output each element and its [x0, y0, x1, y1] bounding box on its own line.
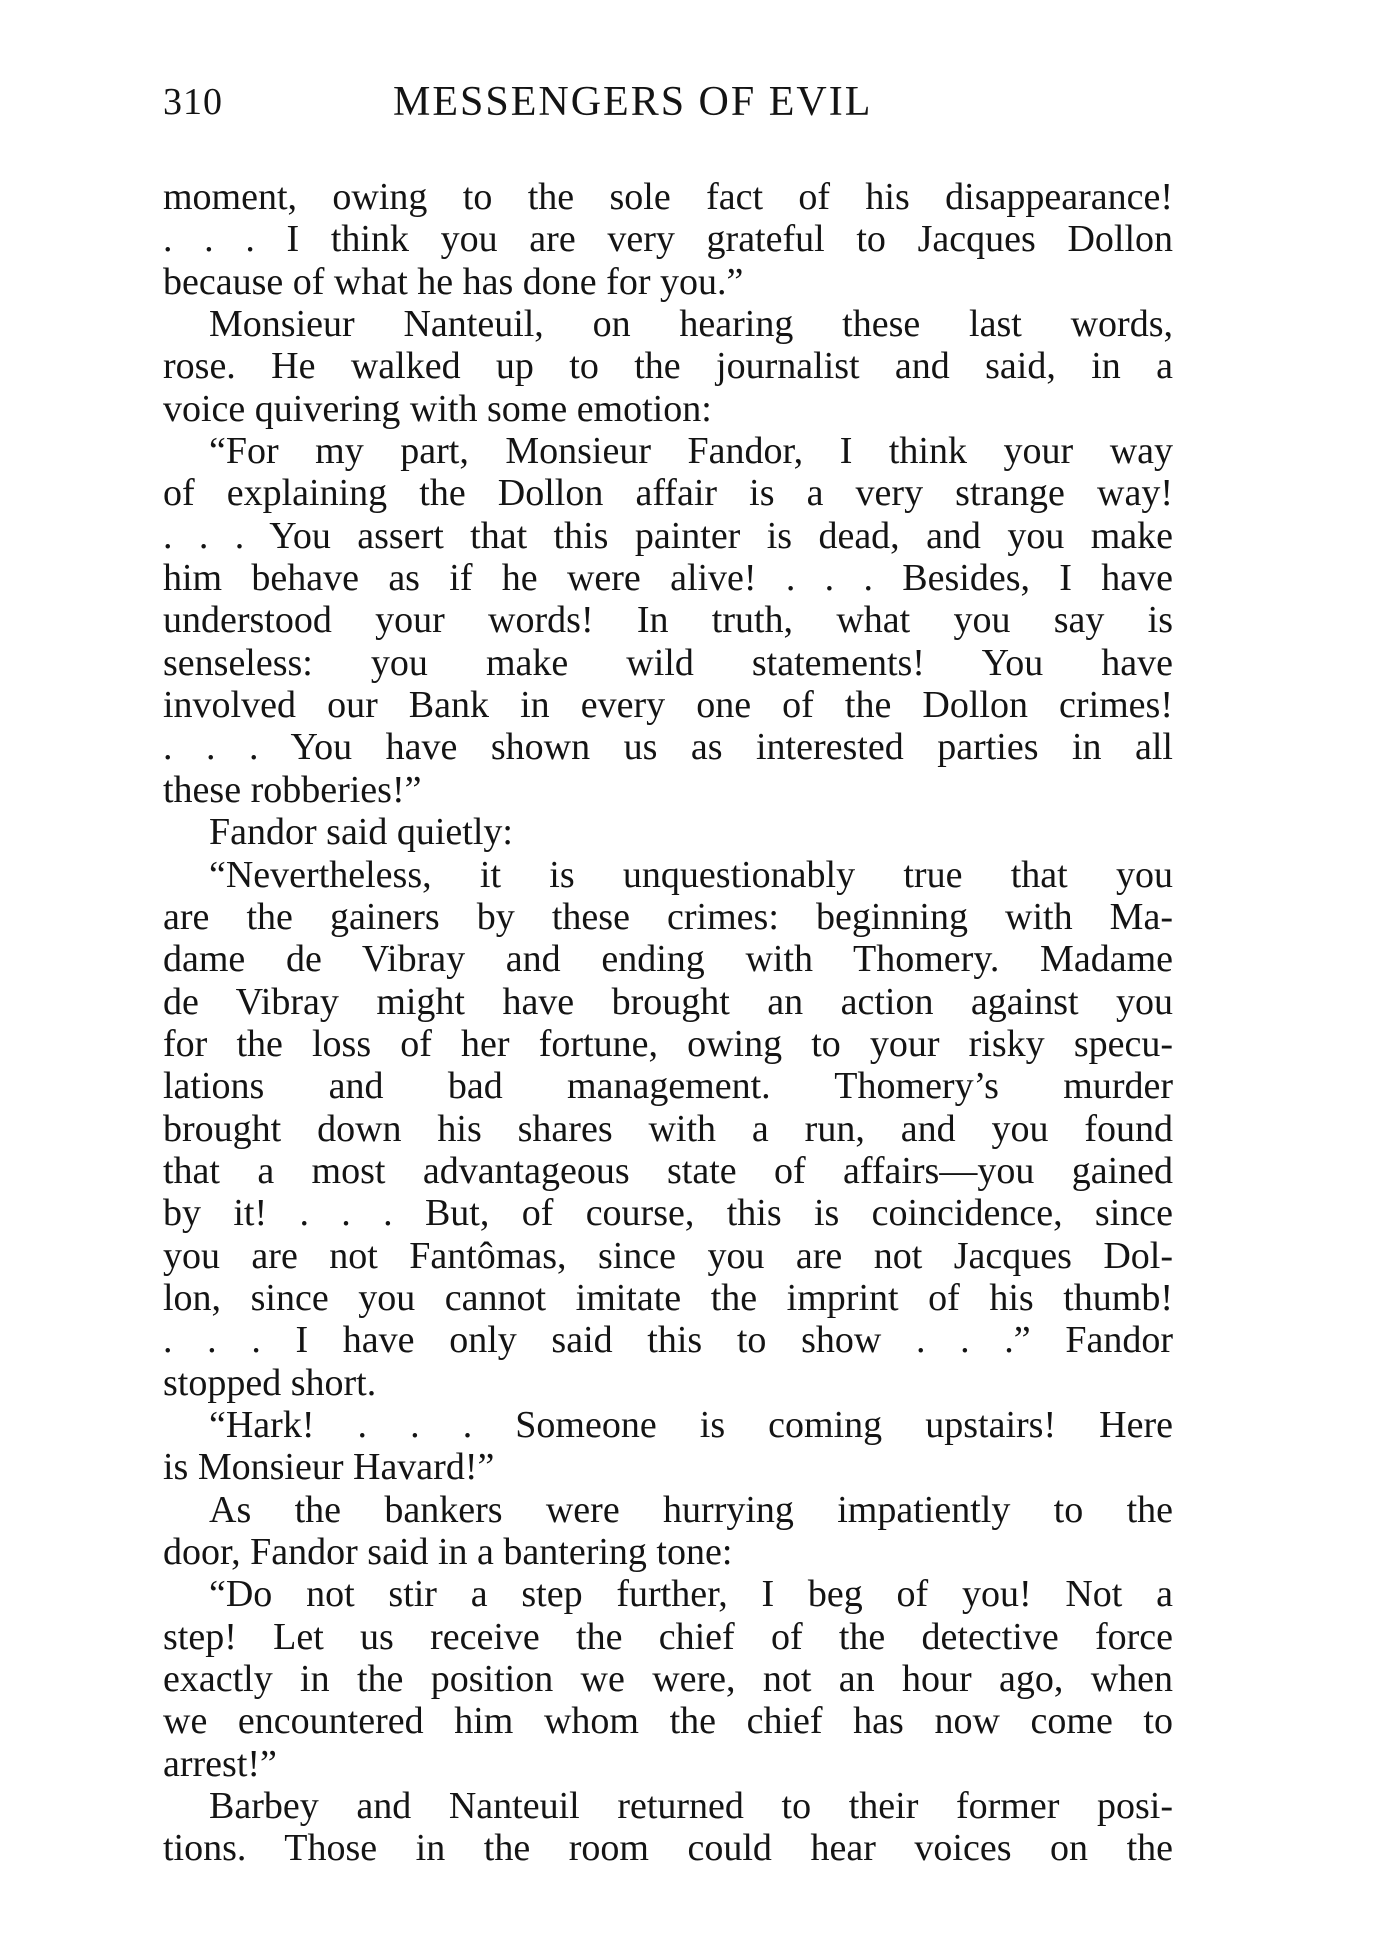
text-line: lon, since you cannot imitate the imprint of his thumb! [163, 1276, 1173, 1319]
text-line: “Hark! . . . Someone is coming upstairs! Here [209, 1403, 1173, 1446]
text-line: brought down his shares with a run, and you found [163, 1107, 1173, 1150]
text-line: moment, owing to the sole fact of his disappearance! [163, 176, 1173, 218]
body-text [163, 176, 1173, 1870]
text-line: Barbey and Nanteuil returned to their former posi- [209, 1785, 1173, 1828]
page-header [163, 76, 1173, 128]
text-line: As the bankers were hurrying impatiently to the [209, 1488, 1173, 1531]
text-line: involved our Bank in every one of the Dollon crimes! [163, 684, 1173, 727]
text-line: . . . You assert that this painter is dead, and you make [163, 514, 1173, 557]
text-line: these robberies!” [163, 768, 422, 811]
text-line: because of what he has done for you.” [163, 260, 744, 303]
text-line: rose. He walked up to the journalist and said, in a [163, 345, 1173, 388]
text-line: you are not Fantômas, since you are not Jacques Dol- [163, 1234, 1173, 1277]
text-line: him behave as if he were alive! . . . Besides, I have [163, 557, 1173, 600]
text-line: “Nevertheless, it is unquestionably true that you [209, 853, 1173, 896]
text-line: are the gainers by these crimes: beginning with Ma- [163, 895, 1173, 938]
text-line: exactly in the position we were, not an hour ago, when [163, 1658, 1173, 1701]
text-line: voice quivering with some emotion: [163, 387, 712, 430]
text-line: door, Fandor said in a bantering tone: [163, 1531, 733, 1573]
text-line: lations and bad management. Thomery’s murder [163, 1065, 1173, 1108]
text-line: de Vibray might have brought an action against you [163, 980, 1173, 1023]
text-line: by it! . . . But, of course, this is coincidence, since [163, 1192, 1173, 1235]
text-line: Fandor said quietly: [209, 811, 513, 854]
text-line: . . . I have only said this to show . . .” Fandor [163, 1319, 1173, 1362]
page-number: 310 [163, 81, 223, 123]
text-line: . . . You have shown us as interested parties in all [163, 726, 1173, 769]
text-line: tions. Those in the room could hear voices on the [163, 1827, 1173, 1870]
text-line: “Do not stir a step further, I beg of you! Not a [209, 1573, 1173, 1616]
text-line: that a most advantageous state of affairs—you gained [163, 1149, 1173, 1192]
text-line: dame de Vibray and ending with Thomery. Madame [163, 938, 1173, 981]
text-line: arrest!” [163, 1742, 277, 1785]
text-line: understood your words! In truth, what you say is [163, 599, 1173, 642]
text-line: is Monsieur Havard!” [163, 1446, 495, 1489]
text-line: . . . I think you are very grateful to Jacques Dollon [163, 218, 1173, 261]
text-line: for the loss of her fortune, owing to your risky specu- [163, 1022, 1173, 1065]
text-line: stopped short. [163, 1361, 377, 1404]
text-line: “For my part, Monsieur Fandor, I think your way [209, 430, 1173, 473]
text-line: senseless: you make wild statements! You have [163, 641, 1173, 684]
text-line: step! Let us receive the chief of the detective force [163, 1615, 1173, 1658]
running-title: MESSENGERS OF EVIL [393, 79, 873, 125]
text-line: Monsieur Nanteuil, on hearing these last words, [209, 303, 1173, 346]
text-line: we encountered him whom the chief has now come to [163, 1700, 1173, 1743]
text-line: of explaining the Dollon affair is a very strange way! [163, 472, 1173, 515]
